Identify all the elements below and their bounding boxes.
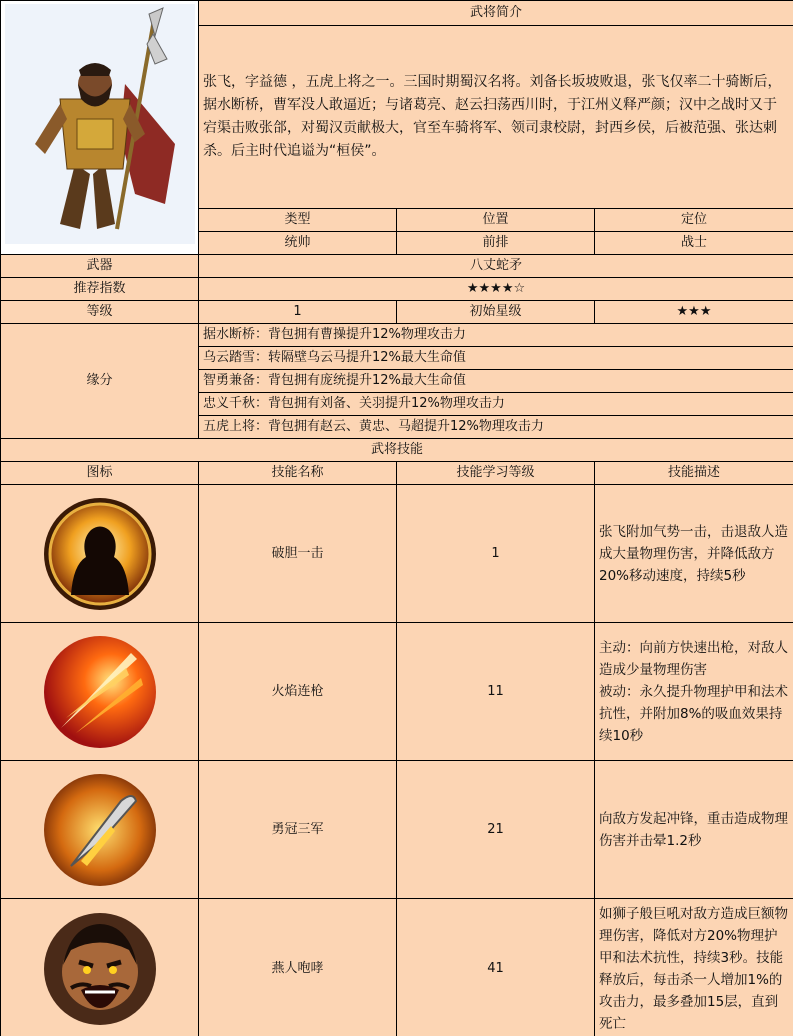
hero-portrait-image <box>5 4 195 244</box>
role-header: 定位 <box>595 209 793 232</box>
skills-header: 武将技能 <box>1 439 793 462</box>
recommend-stars: ★★★★☆ <box>199 278 793 301</box>
skill-name-header: 技能名称 <box>199 462 397 485</box>
skill-level: 11 <box>397 623 595 761</box>
skill-name: 火焰连枪 <box>199 623 397 761</box>
weapon-value: 八丈蛇矛 <box>199 255 793 278</box>
fate-label: 缘分 <box>1 324 199 439</box>
skill-icon-cell <box>1 761 199 899</box>
recommend-label: 推荐指数 <box>1 278 199 301</box>
type-value: 统帅 <box>199 232 397 255</box>
skill-desc-header: 技能描述 <box>595 462 793 485</box>
skill-level: 1 <box>397 485 595 623</box>
skill-level-header: 技能学习等级 <box>397 462 595 485</box>
intro-header: 武将简介 <box>199 1 793 26</box>
fate-item: 智勇兼备：背包拥有庞统提升12%最大生命值 <box>199 370 793 393</box>
flame-spear-icon <box>41 633 159 751</box>
skill-name: 破胆一击 <box>199 485 397 623</box>
skill-level: 21 <box>397 761 595 899</box>
silhouette-icon <box>41 495 159 613</box>
skill-desc: 主动：向前方快速出枪，对敌人造成少量物理伤害 被动：永久提升物理护甲和法术抗性，并附加8%的吸血效果持续10秒 <box>595 623 793 761</box>
star-label: 初始星级 <box>397 301 595 324</box>
skill-name: 燕人咆哮 <box>199 899 397 1036</box>
role-value: 战士 <box>595 232 793 255</box>
fate-item: 乌云踏雪：转隔壁乌云马提升12%最大生命值 <box>199 347 793 370</box>
skill-icon-header: 图标 <box>1 462 199 485</box>
roaring-face-icon <box>41 910 159 1028</box>
fate-item: 忠义千秋：背包拥有刘备、关羽提升12%物理攻击力 <box>199 393 793 416</box>
skill-level: 41 <box>397 899 595 1036</box>
skill-icon-cell <box>1 623 199 761</box>
fate-item: 五虎上将：背包拥有赵云、黄忠、马超提升12%物理攻击力 <box>199 416 793 439</box>
level-value: 1 <box>199 301 397 324</box>
star-value: ★★★ <box>595 301 793 324</box>
fate-item: 据水断桥：背包拥有曹操提升12%物理攻击力 <box>199 324 793 347</box>
weapon-label: 武器 <box>1 255 199 278</box>
hero-portrait <box>1 1 199 255</box>
position-value: 前排 <box>397 232 595 255</box>
skill-icon-cell <box>1 899 199 1036</box>
skill-icon-cell <box>1 485 199 623</box>
type-header: 类型 <box>199 209 397 232</box>
golden-spear-icon <box>41 771 159 889</box>
position-header: 位置 <box>397 209 595 232</box>
skill-name: 勇冠三军 <box>199 761 397 899</box>
skill-desc: 张飞附加气势一击，击退敌人造成大量物理伤害，并降低敌方20%移动速度，持续5秒 <box>595 485 793 623</box>
skill-desc: 向敌方发起冲锋，重击造成物理伤害并击晕1.2秒 <box>595 761 793 899</box>
skill-desc: 如狮子般巨吼对敌方造成巨额物理伤害，降低对方20%物理护甲和法术抗性，持续3秒。技能释放后，每击杀一人增加1%的攻击力，最多叠加15层，直到死亡 <box>595 899 793 1036</box>
hero-bio: 张飞，字益德 ，五虎上将之一。三国时期蜀汉名将。刘备长坂坡败退，张飞仅率二十骑断后，据水断桥，曹军没人敢逼近；与诸葛亮、赵云扫荡西川时，于江州义释严颜；汉中之战时又于宕渠击败张郃，对蜀汉贡献极大，官至车骑将军、领司隶校尉，封西乡侯，后被范强、张达刺杀。后主时代追谥为“桓侯”。 <box>199 26 793 209</box>
level-label: 等级 <box>1 301 199 324</box>
